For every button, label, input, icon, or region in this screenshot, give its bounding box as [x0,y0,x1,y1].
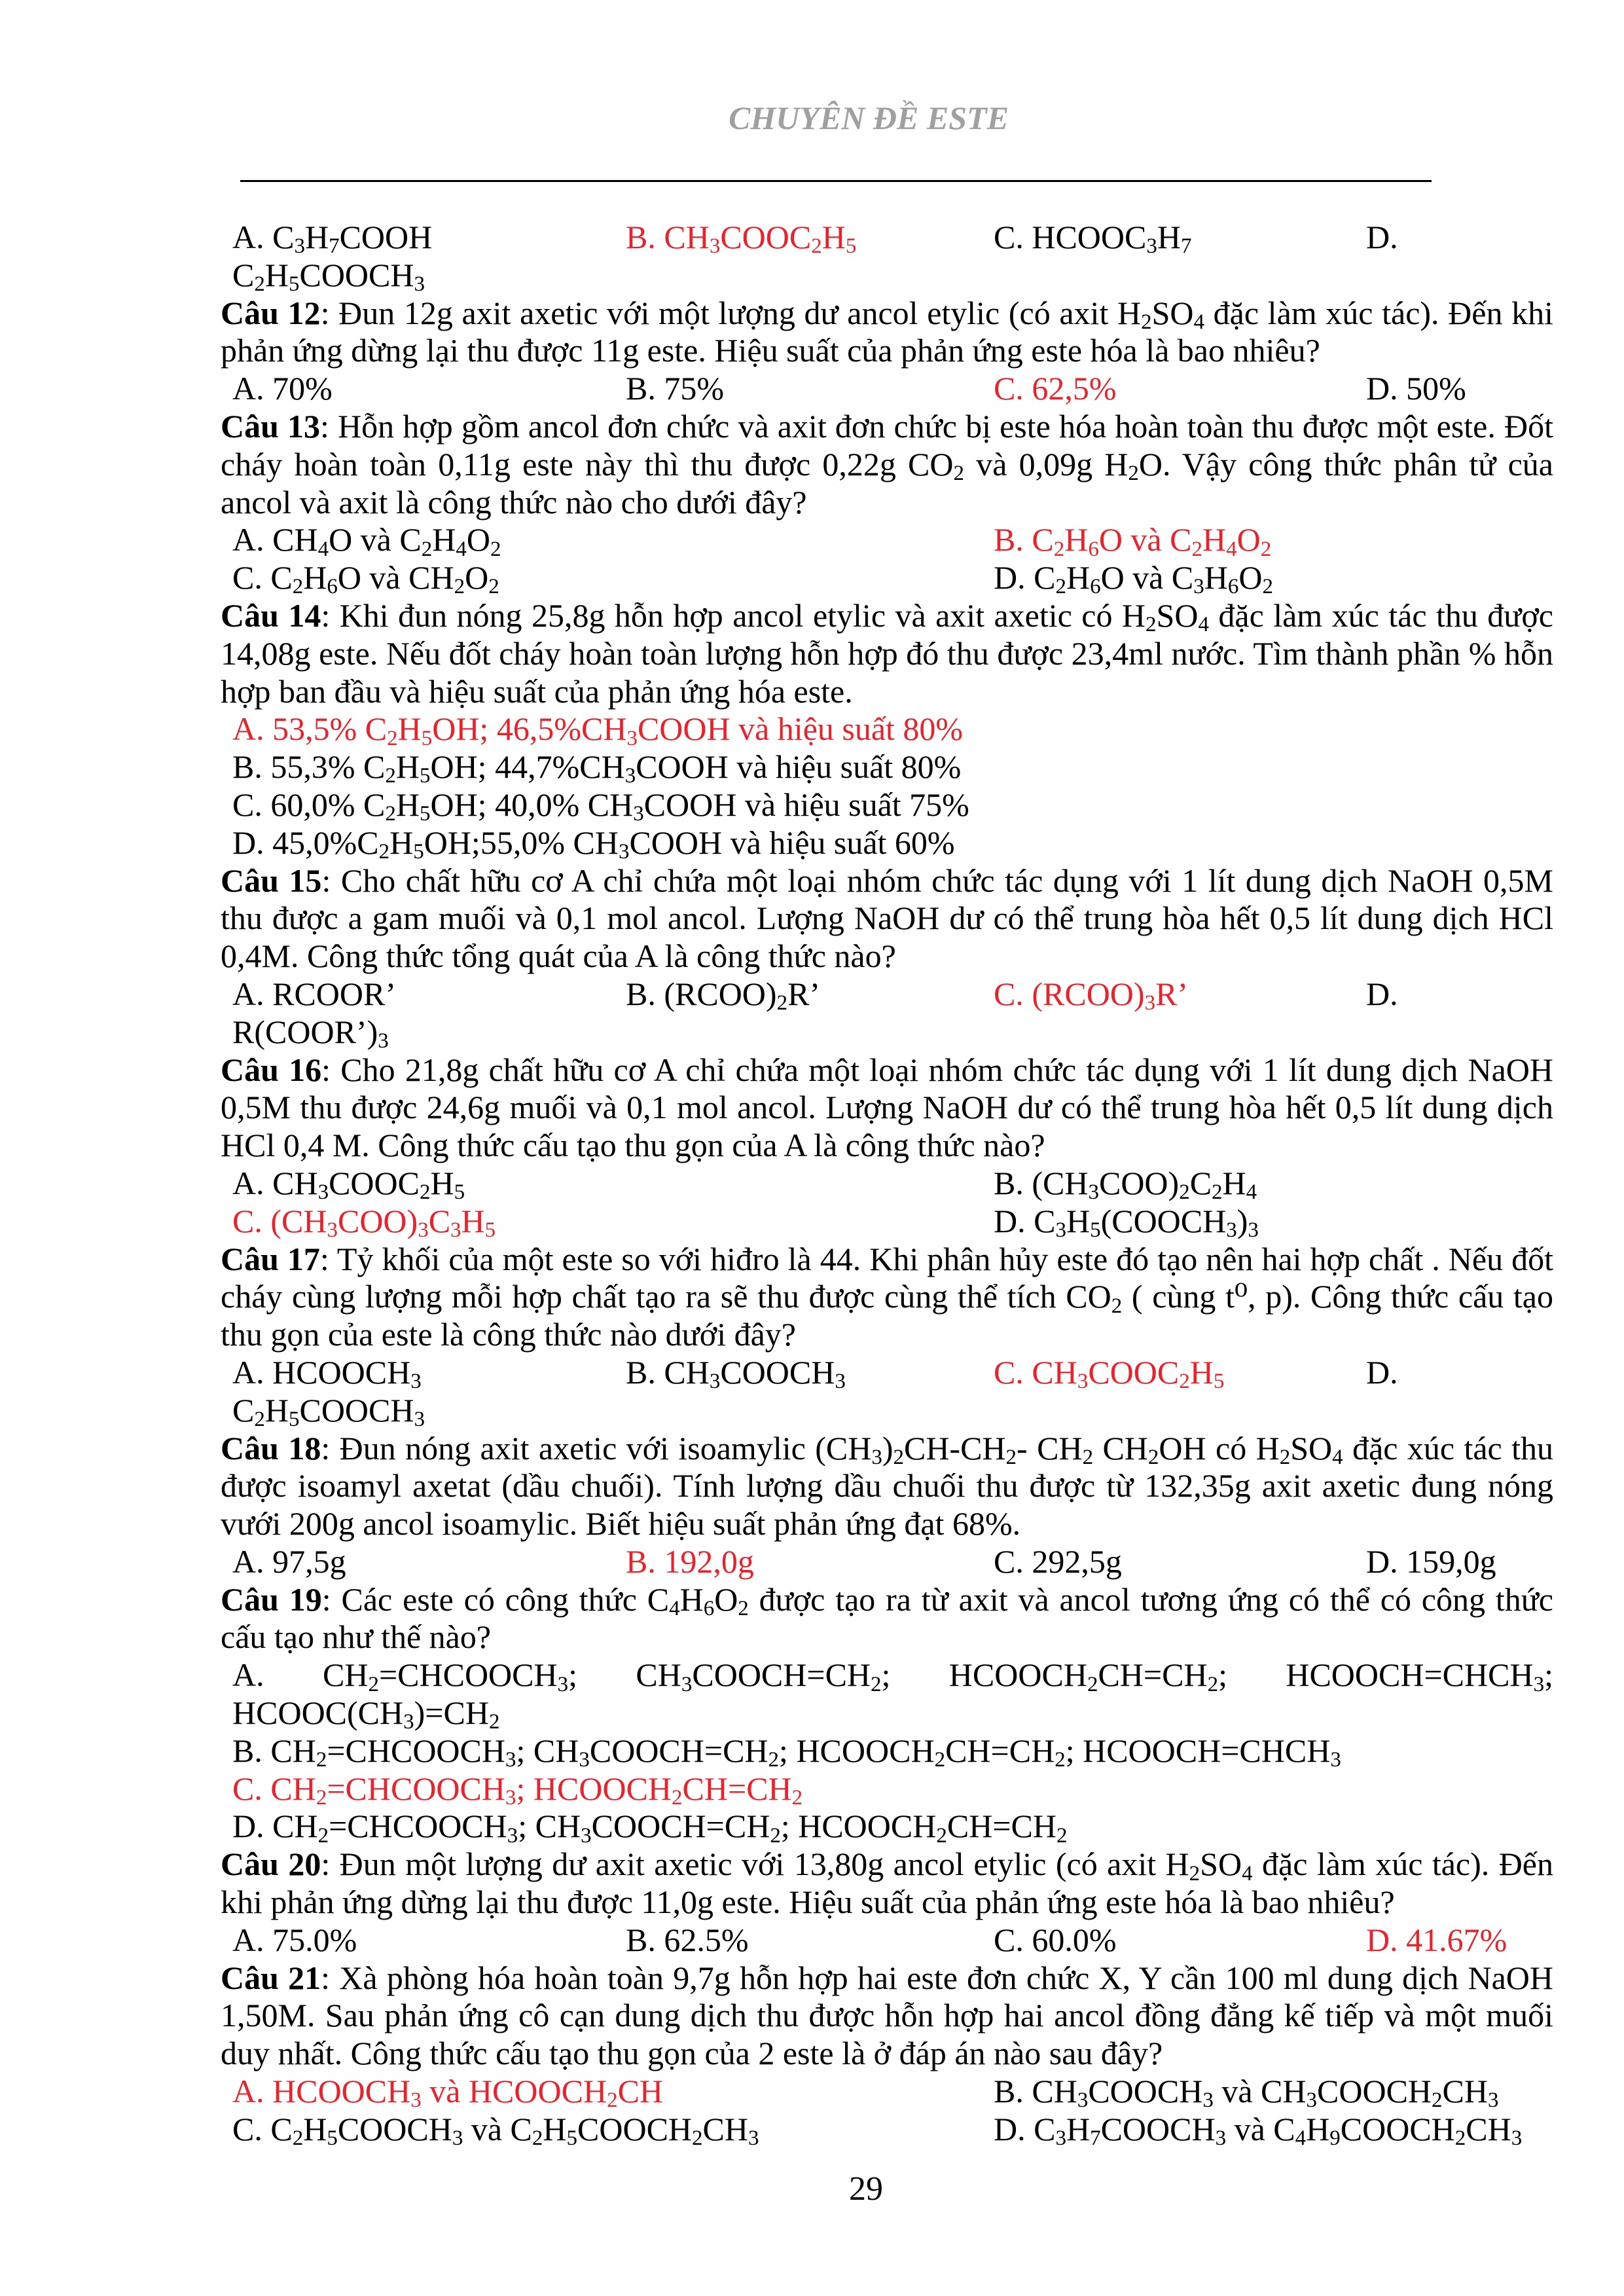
question-17-options [221,1354,1553,1392]
question-13-label: Câu 13 [221,407,321,445]
question-16-options-row-2 [221,1203,1553,1241]
question-15-stem: : Cho chất hữu cơ A chỉ chứa một loại nhóm chức tác dụng với 1 lít dung dịch NaOH 0,5M thu được a gam muối và 0,1 mol ancol. Lượng NaOH dư có thể trung hòa hết 0,5 lít dung dịch HCl 0,4M. Công thức tổng quát của A là công thức nào? [221,862,1554,975]
question-17-option-c: C. $CH_3COOC_2H_5$ [994,1353,1225,1394]
question-18-stem: : Đun nóng axit axetic với isoamylic $(CH_3)_2CH-CH_2-$ $CH_2$ $CH_2OH$ có $H_2SO_4$ đặc xúc tác thu được isoamyl axetat (dầu chuối). Tính lượng dầu chuối thu được từ 132,35g axit axetic đung nóng vưới 200g ancol isoamylic. Biết hiệu suất phản ứng đạt 68%. [221,1429,1554,1542]
question-17-option-a: A. $HCOOCH_3$ [232,1353,422,1394]
question-12-stem: : Đun 12g axit axetic với một lượng dư ancol etylic (có axit $H_2SO_4$ đặc làm xúc tác). Đến khi phản ứng dừng lại thu được 11g este. Hiệu suất của phản ứng este hóa là bao nhiêu? [221,294,1554,369]
question-20-option-c: C. 60.0% [994,1921,1117,1958]
question-18-text [221,1430,1553,1543]
question-20 [221,1846,1553,1959]
question-21-stem: : Xà phòng hóa hoàn toàn 9,7g hỗn hợp hai este đơn chức X, Y cần 100 ml dung dịch NaOH 1,50M. Sau phản ứng cô cạn dung dịch thu được hỗn hợp hai ancol đồng đẳng kế tiếp và một muối duy nhất. Công thức cấu tạo thu gọn của 2 este là ở đáp án nào sau đây? [221,1959,1553,2072]
question-20-text [221,1846,1553,1922]
question-16 [221,1051,1553,1241]
question-18-option-b: B. 192,0g [626,1542,754,1580]
question-15-label: Câu 15 [221,862,322,899]
question-21-option-d: D. $C_3H_7COOCH_3$ và $C_4H_9COOCH_2CH_3$ [994,2110,1523,2151]
question-15-option-a: A. RCOOR’ [232,975,397,1012]
question-14-text [221,597,1553,710]
question-16-label: Câu 16 [221,1051,322,1088]
question-11-option-d: D. [1366,219,1398,255]
question-16-text [221,1051,1553,1165]
question-19-stem: : Các este có công thức $C_4H_6O_2$ được tạo ra từ axit và ancol tương ứng có thể có công thức cấu tạo như thế nào? [221,1580,1553,1656]
question-14-option-a: A. 53,5% $C_2H_5OH$; $46,5\%CH_3COOH$ và hiệu suất 80% [232,710,964,750]
question-19-option-b: B. $CH_2=CHCOOCH_3$; $CH_3COOCH=CH_2$; $HCOOCH_2CH=CH_2$; $HCOOCH=CHCH_3$ [232,1732,1341,1772]
question-21-text [221,1959,1553,2073]
question-14-stem: : Khi đun nóng 25,8g hỗn hợp ancol etylic và axit axetic có $H_2SO_4$ đặc làm xúc tác thu được 14,08g este. Nếu đốt cháy hoàn toàn lượng hỗn hợp đó thu được 23,4ml nước. Tìm thành phần % hỗn hợp ban đầu và hiệu suất của phản ứng hóa este. [221,596,1554,710]
question-15-option-d: D. [1366,975,1398,1012]
question-17-option-b: B. $CH_3COOCH_3$ [626,1353,846,1394]
question-13-text [221,408,1553,521]
question-21-option-c: C. $C_2H_5COOCH_3$ và $C_2H_5COOCH_2CH_3$ [232,2110,759,2151]
question-17-text [221,1241,1553,1354]
question-18-label: Câu 18 [221,1429,321,1467]
question-20-stem: : Đun một lượng dư axit axetic với 13,80g ancol etylic (có axit $H_2SO_4$ đặc làm xúc tác). Đến khi phản ứng dừng lại thu được 11,0g este. Hiệu suất của phản ứng este hóa là bao nhiêu? [221,1846,1553,1921]
question-18-option-c: C. 292,5g [994,1542,1122,1580]
question-13-option-b: B. $C_2H_6O$ và $C_2H_4O_2$ [994,521,1272,561]
question-11-continued [221,219,1553,295]
question-15-text [221,862,1553,975]
question-13-options-row-2 [221,559,1553,597]
question-13-option-a: A. $CH_4O$ và $C_2H_4O_2$ [232,521,501,561]
question-18 [221,1430,1553,1581]
question-11-option-c: C. $HCOOC_3H_7$ [994,219,1192,259]
header-rule [240,180,1432,182]
question-19-label: Câu 19 [221,1580,322,1618]
question-12-option-d: D. 50% [1366,370,1466,407]
question-21-label: Câu 21 [221,1959,321,1996]
question-19-option-a: A. $CH_2=CHCOOCH_3$; $CH_3COOCH=CH_2$; $HCOOCH_2CH=CH_2$; $HCOOCH=CHCH_3$; [232,1656,1553,1695]
question-19-text [221,1581,1553,1657]
question-19-option-c: C. $CH_2=CHCOOCH_3$; $HCOOCH_2CH=CH_2$ [232,1770,803,1810]
question-18-options [221,1543,1553,1581]
question-16-stem: : Cho 21,8g chất hữu cơ A chỉ chứa một loại nhóm chức tác dụng với 1 lít dung dịch NaOH 0,5M thu được 24,6g muối và 0,1 mol ancol. Lượng NaOH dư có thể trung hòa hết 0,5 lít dung dịch HCl 0,4 M. Công thức cấu tạo thu gọn của A là công thức nào? [221,1051,1553,1164]
question-13-options-row-1 [221,521,1553,559]
question-14-label: Câu 14 [221,596,321,634]
question-19-option-d: D. $CH_2=CHCOOCH_3$; $CH_3COOCH=CH_2$; $HCOOCH_2CH=CH_2$ [232,1808,1068,1848]
question-list [221,219,1553,2149]
question-15-option-d-continued: $R(COOR’)_3$ [232,1013,389,1053]
question-16-option-b: B. $(CH_3COO)_2C_2H_4$ [994,1164,1257,1205]
question-20-label: Câu 20 [221,1846,321,1883]
question-20-option-b: B. 62.5% [626,1921,749,1958]
question-11-option-a: A. $C_3H_7COOH$ [232,219,433,259]
question-20-options [221,1922,1553,1959]
question-20-option-a: A. 75.0% [232,1921,357,1958]
question-18-option-a: A. 97,5g [232,1542,346,1580]
question-21-option-b: B. $CH_3COOCH_3$ và $CH_3COOCH_2CH_3$ [994,2073,1499,2113]
question-12 [221,295,1553,408]
question-12-text [221,295,1553,371]
question-16-option-d: D. $C_3H_5(COOCH_3)_3$ [994,1202,1259,1242]
question-12-option-b: B. 75% [626,370,724,407]
question-14-option-c: C. 60,0% $C_2H_5OH$; 40,0% $CH_3COOH$ và hiệu suất 75% [232,786,969,826]
question-15-option-b: B. $(RCOO)_2R$’ [626,975,821,1015]
question-11-option-b: B. $CH_3COOC_2H_5$ [626,219,857,259]
question-21-options-row-2 [221,2111,1553,2149]
page-number: 29 [849,2170,883,2208]
question-17-stem: : Tỷ khối của một este so với hiđro là 44. Khi phân hủy este đó tạo nên hai hợp chất . Nếu đốt cháy cùng lượng mỗi hợp chất tạo ra sẽ thu được cùng thể tích $CO_2$ ( cùng t⁰, p). Công thức cấu tạo thu gọn của este là công thức nào dưới đây? [221,1240,1554,1353]
question-21-option-a: A. $HCOOCH_3$ và $HCOOCH_2CH$ [232,2073,664,2113]
question-12-label: Câu 12 [221,294,321,331]
question-15 [221,862,1553,1051]
running-header: CHUYÊN ĐỀ ESTE [729,100,1009,136]
question-13 [221,408,1553,597]
question-11-options [221,219,1553,257]
question-12-option-c: C. 62,5% [994,370,1117,407]
question-13-option-d: D. $C_2H_6O$ và $C_3H_6O_2$ [994,559,1273,599]
question-16-option-c: C. $(CH_3COO)_3C_3H_5$ [232,1202,496,1242]
question-14 [221,597,1553,862]
question-14-option-d: D. $45,0\%C_2H_5OH;55,0\%$ $CH_3COOH$ và hiệu suất 60% [232,824,955,864]
question-12-option-a: A. 70% [232,370,333,407]
question-13-stem: : Hỗn hợp gồm ancol đơn chức và axit đơn chức bị este hóa hoàn toàn thu được một este. Đốt cháy hoàn toàn 0,11g este này thì thu được 0,22g $CO_2$ và 0,09g $H_2O$. Vậy công thức phân tử của ancol và axit là công thức nào cho dưới đây? [221,407,1553,520]
question-15-options [221,975,1553,1013]
question-21 [221,1959,1553,2149]
question-11-option-d-continued: $C_2H_5COOCH_3$ [232,256,425,297]
question-17-label: Câu 17 [221,1240,320,1277]
question-15-option-c: C. $(RCOO)_3R$’ [994,975,1189,1015]
question-13-option-c: C. $C_2H_6O$ và $CH_2O_2$ [232,559,499,599]
question-21-options-row-1 [221,2073,1553,2111]
question-20-option-d: D. 41.67% [1366,1921,1507,1958]
question-14-option-b: B. 55,3% $C_2H_5OH$; $44,7\%CH_3COOH$ và hiệu suất 80% [232,748,962,788]
question-19 [221,1581,1553,1846]
question-16-options-row-1 [221,1165,1553,1203]
question-12-options [221,370,1553,408]
question-18-option-d: D. 159,0g [1366,1542,1496,1580]
question-16-option-a: A. $CH_3COOC_2H_5$ [232,1164,465,1205]
question-17-option-d-continued: $C_2H_5COOCH_3$ [232,1391,425,1431]
question-17 [221,1241,1553,1430]
question-19-option-a-continued: $HCOOC(CH_3)=CH_2$ [232,1694,500,1734]
question-17-option-d: D. [1366,1353,1398,1391]
